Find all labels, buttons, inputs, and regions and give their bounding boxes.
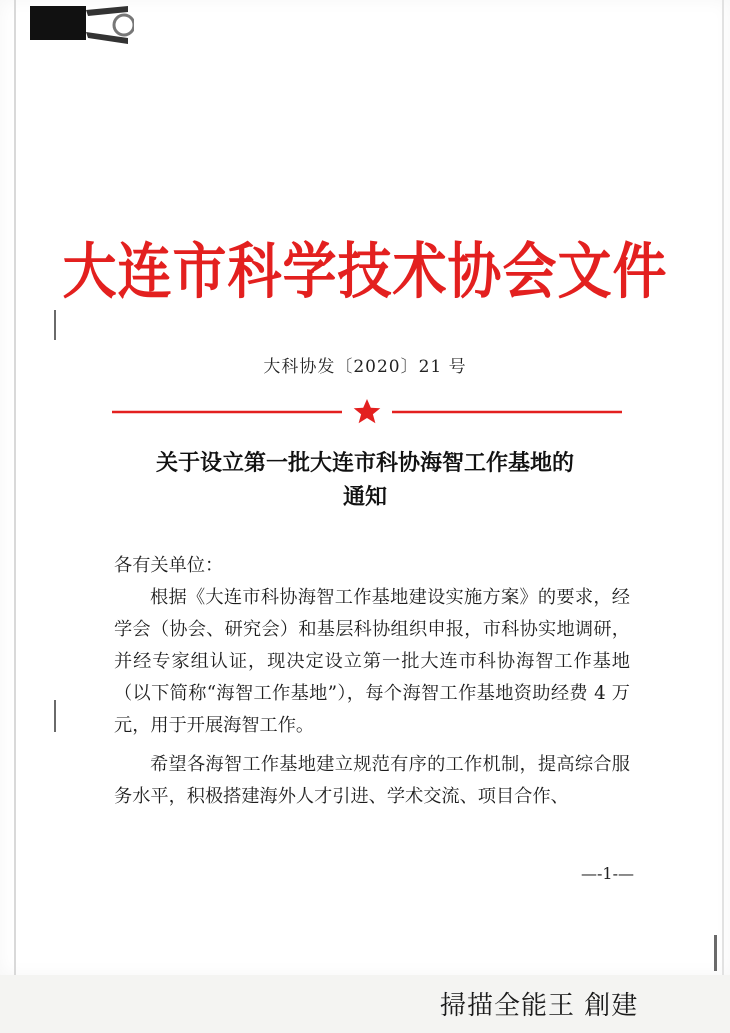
- document-number: 大科协发〔2020〕21 号: [263, 357, 467, 377]
- masthead-title: 大连市科学技术协会文件: [62, 236, 668, 307]
- salutation: 各有关单位：: [114, 555, 224, 576]
- page-number: —-1-—: [581, 864, 634, 883]
- body-text: [114, 550, 630, 813]
- binder-clip-icon: [24, 2, 134, 46]
- paragraph-2: 希望各海智工作基地建立规范有序的工作机制，提高综合服务水平，积极搭建海外人才引进、学术交流、项目合作、: [114, 754, 630, 807]
- scanner-watermark: 掃描全能王 創建: [440, 991, 639, 1021]
- notice-title-line-2: 通知: [342, 484, 387, 510]
- notice-title: [0, 446, 730, 514]
- notice-title-line-1: 关于设立第一批大连市科协海智工作基地的: [155, 450, 574, 476]
- edge-mark: [714, 935, 717, 971]
- red-divider: [112, 398, 622, 424]
- binding-mark-bottom: [54, 700, 56, 732]
- red-star-icon: [354, 399, 381, 423]
- paragraph-1: 根据《大连市科协海智工作基地建设实施方案》的要求，经学会（协会、研究会）和基层科协组织申报，市科协实地调研，并经专家组认证，现决定设立第一批大连市科协海智工作基地（以下简称“海智工作基地”），每个海智工作基地资助经费 4 万元，用于开展海智工作。: [114, 587, 630, 736]
